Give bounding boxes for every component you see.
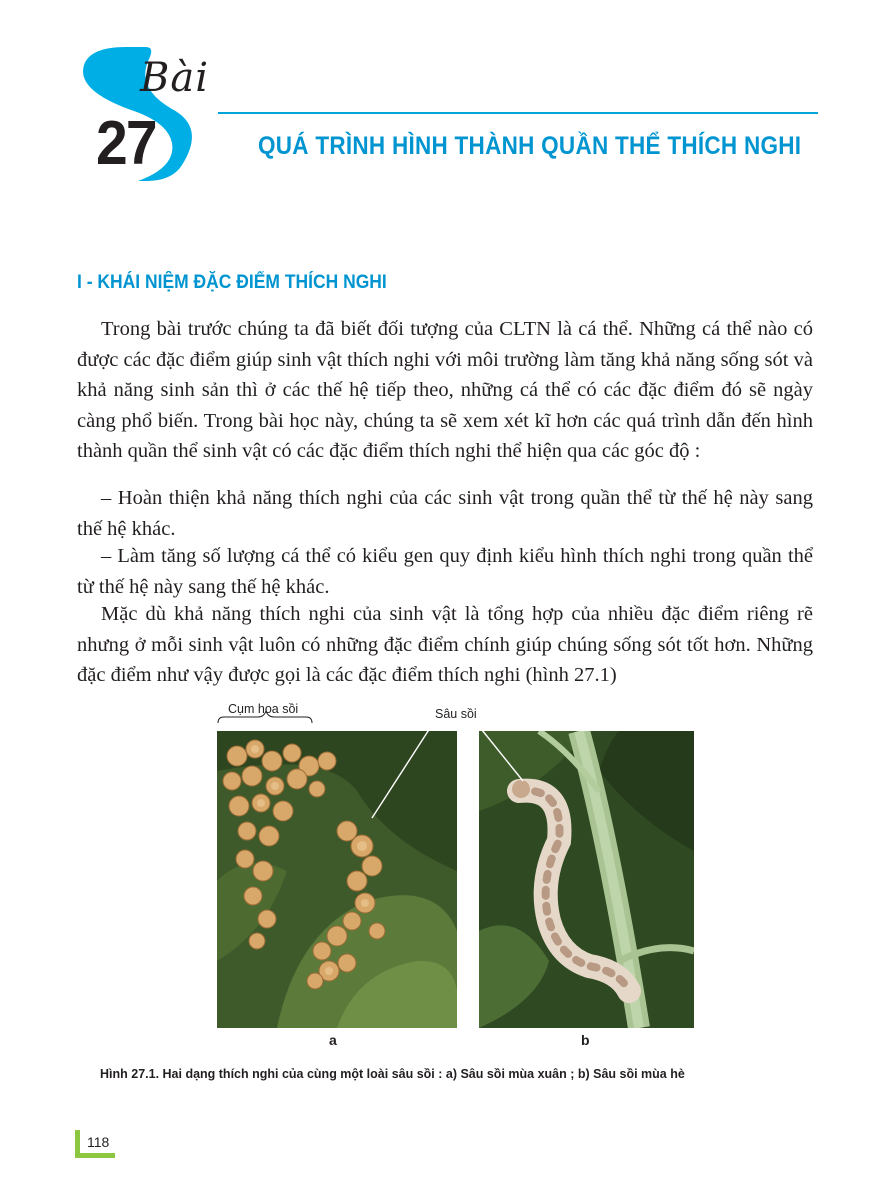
- paragraph-conclusion: Mặc dù khả năng thích nghi của sinh vật là tổng hợp của nhiều đặc điểm riêng rẽ nhưng ở mỗi sinh vật luôn có những đặc điểm chính giúp chúng sống sót tốt hơn. Những đặc điểm như vậy được gọi là các đặc điểm thích nghi (hình 27.1): [77, 603, 813, 686]
- photo-summer-caterpillar: [479, 731, 694, 1028]
- figure-caption: Hình 27.1. Hai dạng thích nghi của cùng một loài sâu sồi : a) Sâu sồi mùa xuân ; b) Sâu sồi mùa hè: [100, 1067, 685, 1081]
- paragraph-intro: Trong bài trước chúng ta đã biết đối tượng của CLTN là cá thể. Những cá thể nào có được các đặc điểm giúp sinh vật thích nghi với môi trường làm tăng khả năng sống sót và khả năng sinh sản thì ở các thế hệ tiếp theo, những cá thể có các đặc điểm đó sẽ ngày càng phổ biến. Trong bài học này, chúng ta sẽ xem xét kĩ hơn các quá trình dẫn đến hình thành quần thể sinh vật có các đặc điểm thích nghi thể hiện qua các góc độ :: [77, 318, 813, 462]
- subfigure-label-b: b: [581, 1032, 590, 1048]
- section-heading: I - KHÁI NIỆM ĐẶC ĐIỂM THÍCH NGHI: [77, 272, 387, 293]
- lesson-number: 27: [96, 109, 156, 178]
- lesson-word: Bài: [140, 55, 210, 101]
- paragraph-bullet-2: – Làm tăng số lượng cá thể có kiểu gen quy định kiểu hình thích nghi trong quần thể từ thế hệ này sang thế hệ khác.: [77, 545, 813, 598]
- figure-label-flowers: Cụm hoa sồi: [228, 702, 299, 716]
- header-rule: [218, 112, 818, 114]
- figure-label-caterpillar: Sâu sồi: [435, 707, 477, 721]
- paragraph-bullet-1: – Hoàn thiện khả năng thích nghi của các sinh vật trong quần thể từ thế hệ này sang thế hệ khác.: [77, 487, 813, 540]
- page-number: 118: [87, 1134, 110, 1150]
- photo-spring-caterpillar: [217, 731, 457, 1028]
- subfigure-label-a: a: [329, 1032, 337, 1048]
- lesson-title: QUÁ TRÌNH HÌNH THÀNH QUẦN THỂ THÍCH NGHI: [258, 132, 802, 160]
